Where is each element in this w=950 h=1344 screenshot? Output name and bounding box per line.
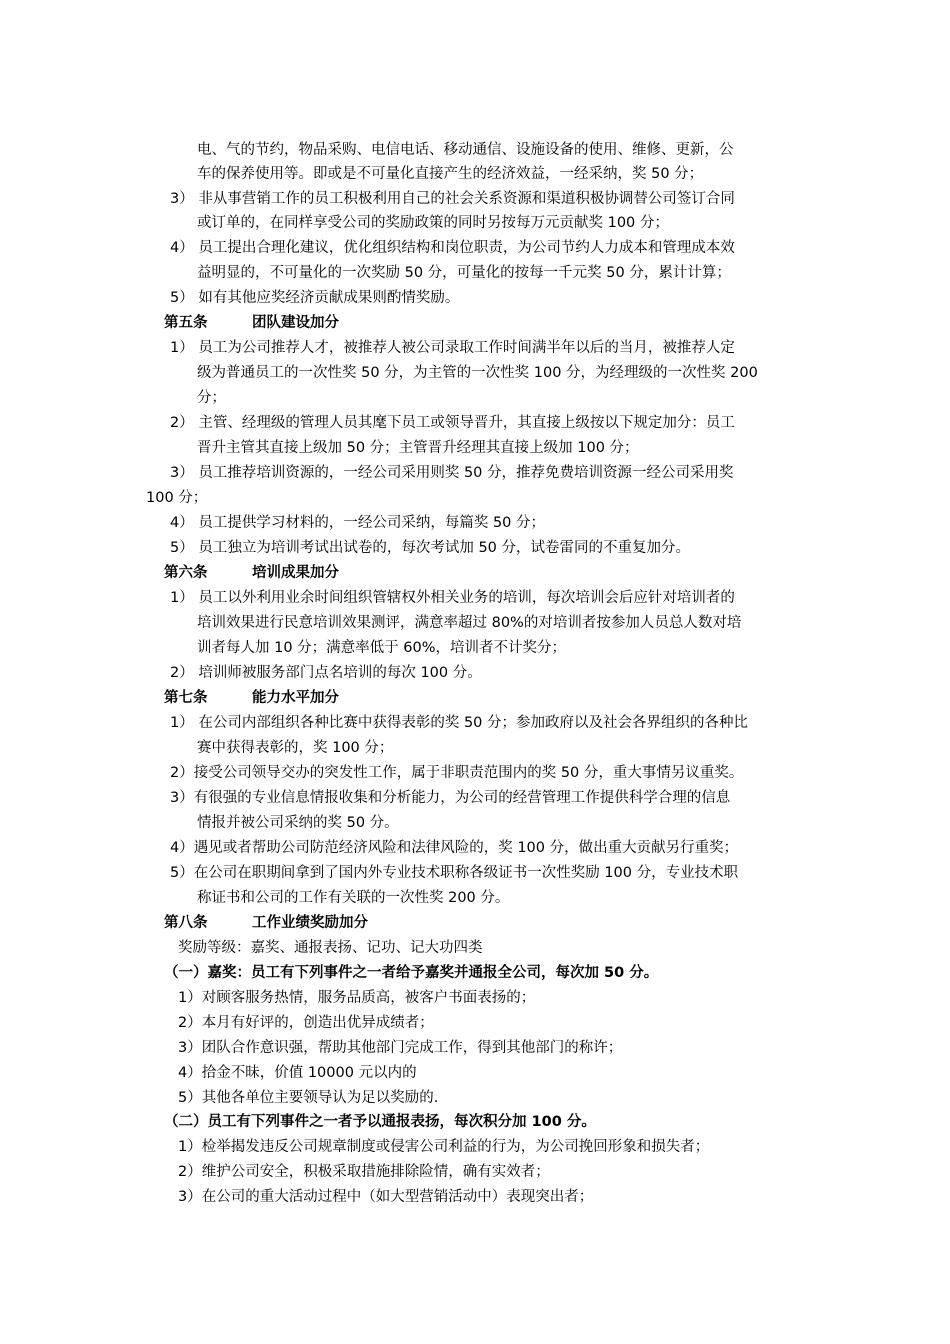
article-number: 第八条 xyxy=(164,915,208,931)
text-line: 或订单的，在同样享受公司的奖励政策的同时另按每万元贡献奖 100 分； xyxy=(197,215,669,231)
list-item: 4）遇见或者帮助公司防范经济风险和法律风险的，奖 100 分，做出重大贡献另行重奖； xyxy=(170,840,739,856)
article-number: 第七条 xyxy=(164,690,208,706)
section-heading: （二）员工有下列事件之一者予以通报表扬，每次积分加 100 分。 xyxy=(164,1114,596,1130)
article-title: 工作业绩奖励加分 xyxy=(252,915,368,931)
section-heading: （一）嘉奖：员工有下列事件之一者给予嘉奖并通报全公司，每次加 50 分。 xyxy=(164,965,659,981)
article-heading xyxy=(164,911,368,935)
text-line: 100 分； xyxy=(146,490,208,506)
list-item: 3） 员工推荐培训资源的，一经公司采用则奖 50 分，推荐免费培训资源一经公司采用奖 xyxy=(170,465,734,481)
list-item: 5）其他各单位主要领导认为足以奖励的. xyxy=(178,1090,439,1106)
text-line: 称证书和公司的工作有关联的一次性奖 200 分。 xyxy=(197,890,510,906)
text-line: 情报并被公司采纳的奖 50 分。 xyxy=(197,815,399,831)
article-title: 培训成果加分 xyxy=(252,565,339,581)
list-item: 4）拾金不昧，价值 10000 元以内的 xyxy=(178,1065,417,1081)
article-heading xyxy=(164,561,339,585)
list-item: 1）对顾客服务热情，服务品质高，被客户书面表扬的； xyxy=(178,990,536,1006)
list-item: 1） 员工为公司推荐人才，被推荐人被公司录取工作时间满半年以后的当月，被推荐人定 xyxy=(170,340,735,356)
article-heading xyxy=(164,311,339,335)
text-line: 培训效果进行民意培训效果测评，满意率超过 80%的对培训者按参加人员总人数对培 xyxy=(197,615,742,631)
list-item: 1）检举揭发违反公司规章制度或侵害公司利益的行为，为公司挽回形象和损失者； xyxy=(178,1139,710,1155)
list-item: 5） 如有其他应奖经济贡献成果则酌情奖励。 xyxy=(170,290,460,306)
text-line: 晋升主管其直接上级加 50 分；主管晋升经理其直接上级加 100 分； xyxy=(197,440,639,456)
list-item: 3） 非从事营销工作的员工积极利用自己的社会关系资源和渠道积极协调替公司签订合同 xyxy=(170,191,735,207)
article-number: 第六条 xyxy=(164,565,208,581)
text-line: 分； xyxy=(197,390,226,406)
list-item: 1） 员工以外利用业余时间组织管辖权外相关业务的培训，每次培训会后应针对培训者的 xyxy=(170,590,735,606)
text-line: 奖励等级：嘉奖、通报表扬、记功、记大功四类 xyxy=(178,940,483,956)
list-item: 4） 员工提出合理化建议，优化组织结构和岗位职责，为公司节约人力成本和管理成本效 xyxy=(170,240,735,256)
article-title: 能力水平加分 xyxy=(252,690,339,706)
list-item: 3）在公司的重大活动过程中（如大型营销活动中）表现突出者； xyxy=(178,1189,594,1205)
text-line: 训者每人加 10 分；满意率低于 60%，培训者不计奖分； xyxy=(197,640,567,656)
list-item: 2）本月有好评的，创造出优异成绩者； xyxy=(178,1015,434,1031)
list-item: 2） 培训师被服务部门点名培训的每次 100 分。 xyxy=(170,665,482,681)
text-line: 车的保养使用等。即或是不可量化直接产生的经济效益，一经采纳，奖 50 分； xyxy=(197,166,704,182)
list-item: 1） 在公司内部组织各种比赛中获得表彰的奖 50 分；参加政府以及社会各界组织的各种比 xyxy=(170,715,748,731)
text-line: 级为普通员工的一次性奖 50 分，为主管的一次性奖 100 分，为经理级的一次性奖 200 xyxy=(197,365,758,381)
list-item: 2） 主管、经理级的管理人员其麾下员工或领导晋升，其直接上级按以下规定加分：员工 xyxy=(170,415,735,431)
text-line: 益明显的，不可量化的一次奖励 50 分，可量化的按每一千元奖 50 分，累计计算； xyxy=(197,265,731,281)
list-item: 2）维护公司安全，积极采取措施排除险情，确有实效者； xyxy=(178,1164,550,1180)
list-item: 5）在公司在职期间拿到了国内外专业技术职称各级证书一次性奖励 100 分，专业技术职 xyxy=(170,865,739,881)
article-number: 第五条 xyxy=(164,315,208,331)
list-item: 5） 员工独立为培训考试出试卷的，每次考试加 50 分，试卷雷同的不重复加分。 xyxy=(170,540,691,556)
list-item: 4） 员工提供学习材料的，一经公司采纳，每篇奖 50 分； xyxy=(170,515,546,531)
list-item: 2）接受公司领导交办的突发性工作，属于非职责范围内的奖 50 分，重大事情另议重奖。 xyxy=(170,765,744,781)
text-line: 赛中获得表彰的，奖 100 分； xyxy=(197,740,394,756)
article-heading xyxy=(164,686,339,710)
text-line: 电、气的节约，物品采购、电信电话、移动通信、设施设备的使用、维修、更新，公 xyxy=(197,142,734,158)
list-item: 3）团队合作意识强，帮助其他部门完成工作，得到其他部门的称许； xyxy=(178,1040,623,1056)
article-title: 团队建设加分 xyxy=(252,315,339,331)
list-item: 3）有很强的专业信息情报收集和分析能力，为公司的经营管理工作提供科学合理的信息 xyxy=(170,790,731,806)
